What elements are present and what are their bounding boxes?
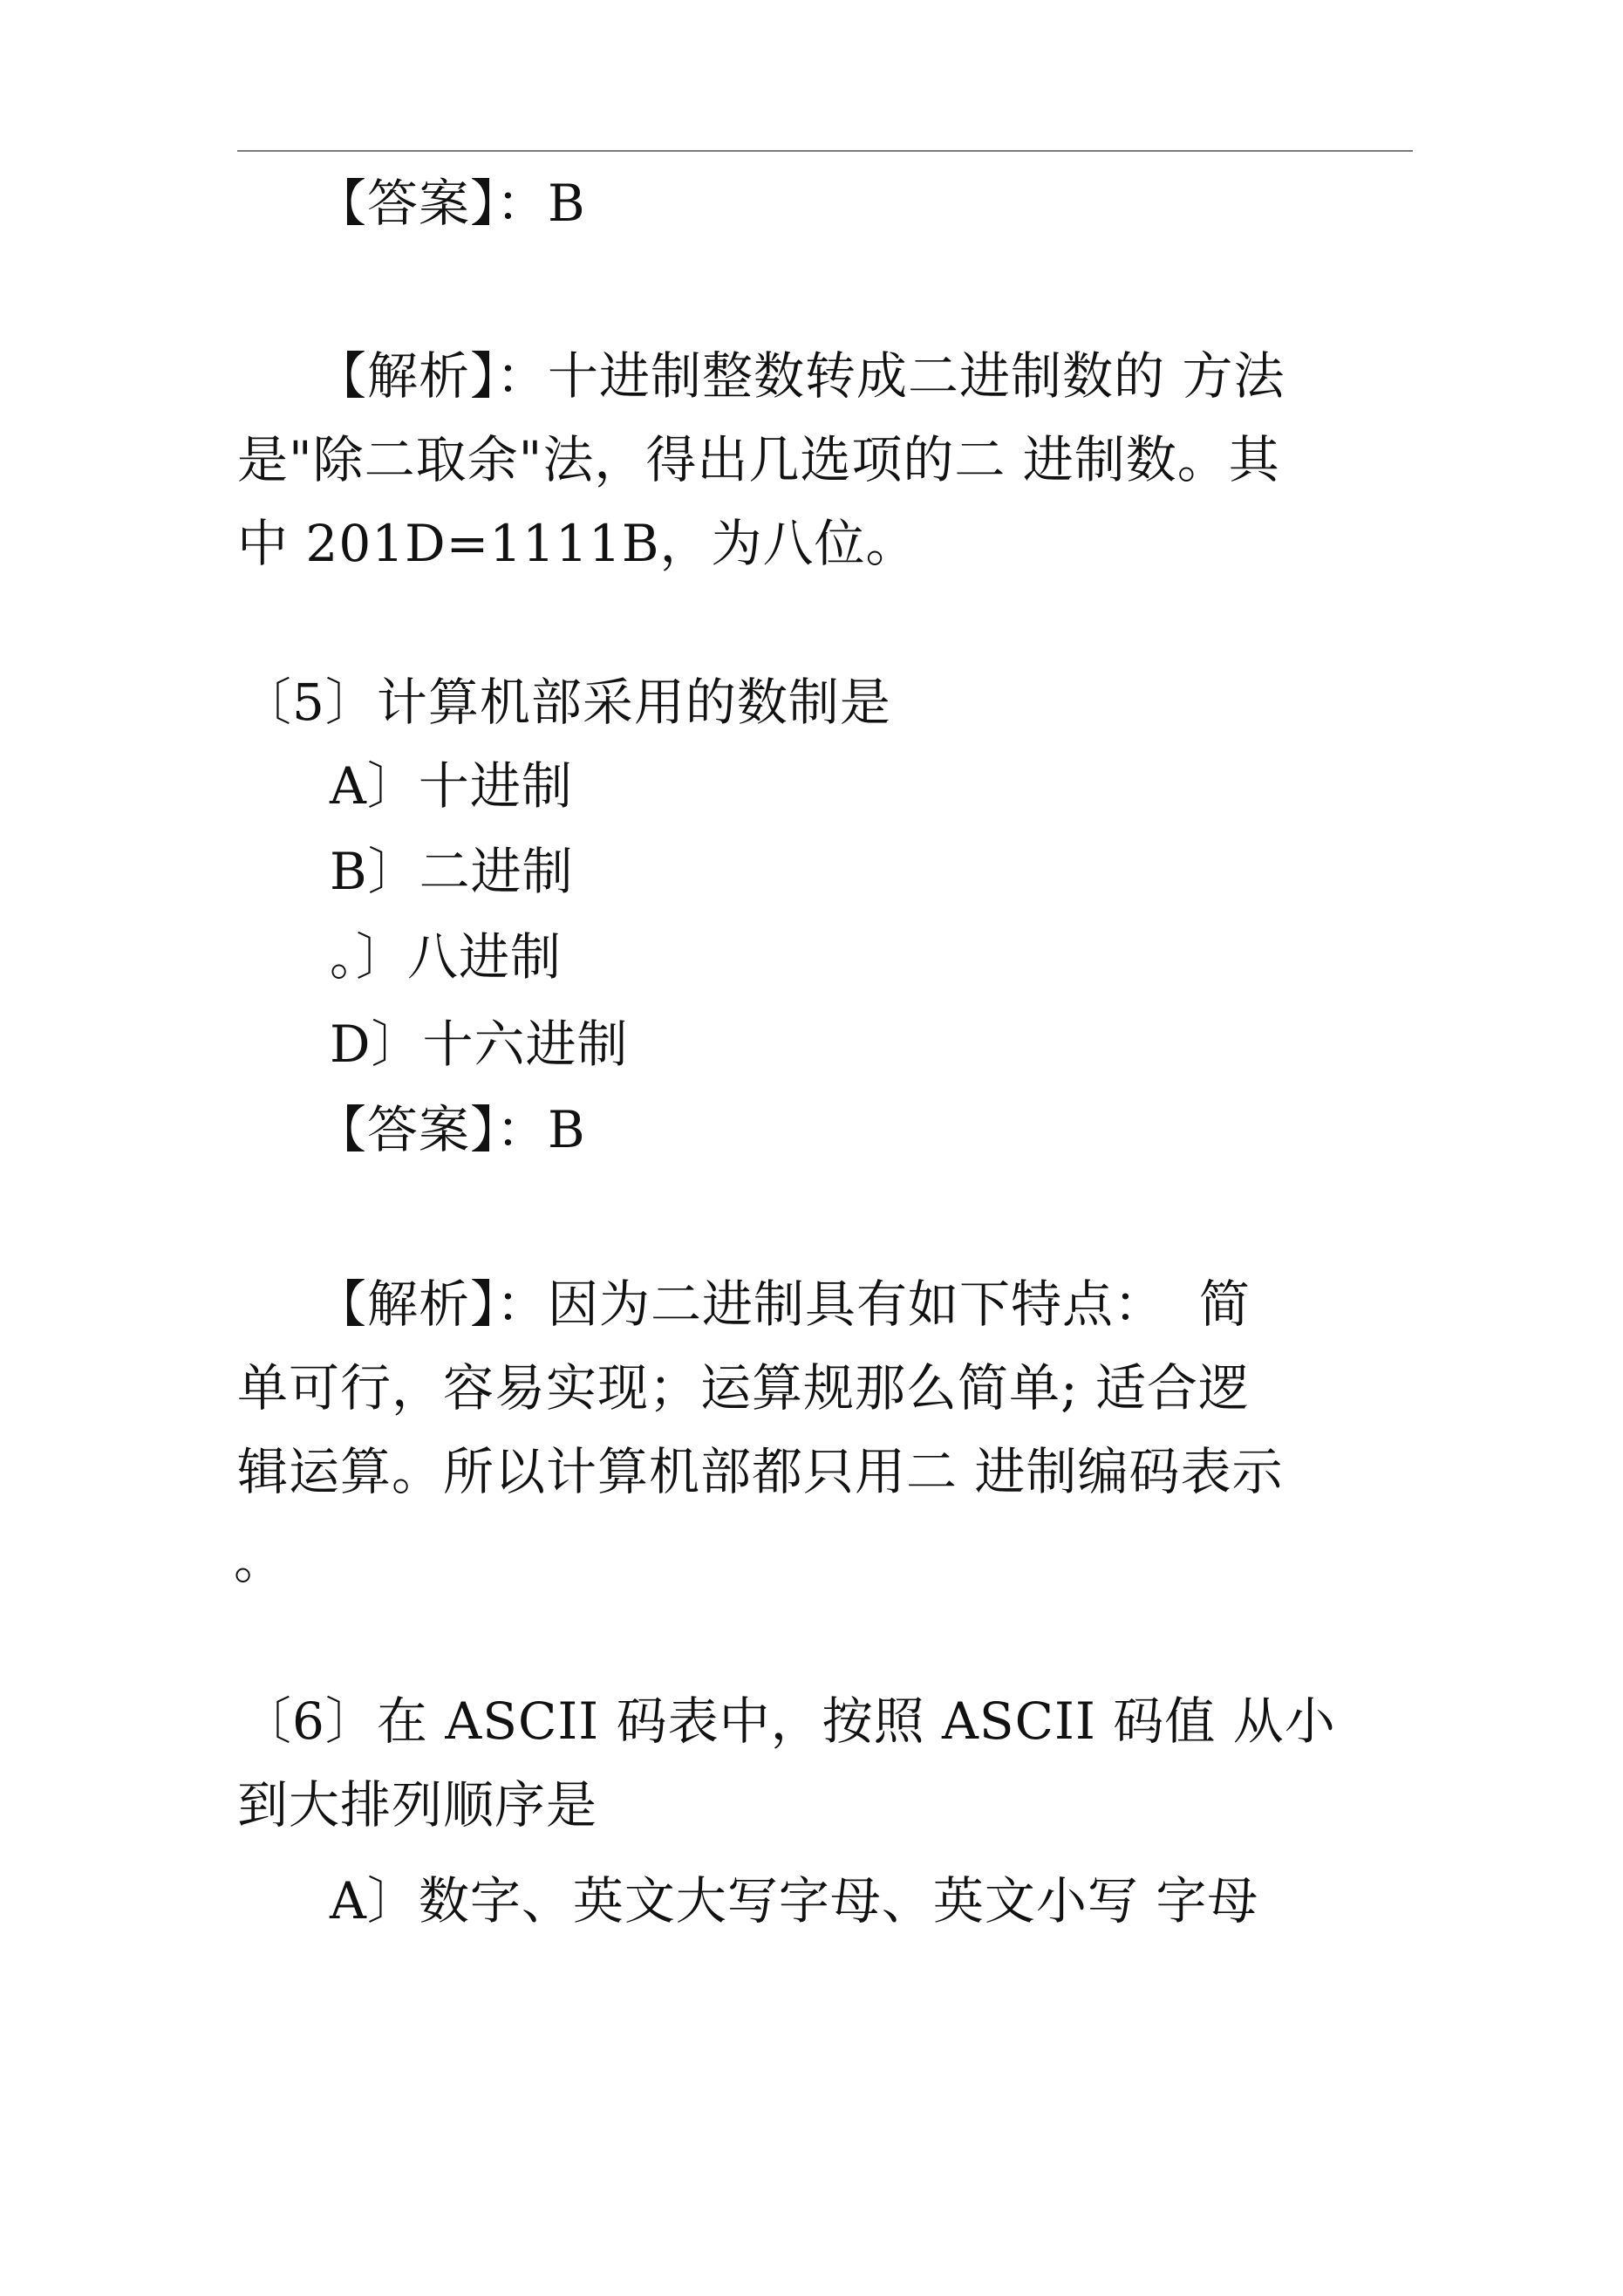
q5-option-d: D〕十六进制 — [330, 1015, 629, 1074]
q5-analysis-line-3: 辑运算。所以计算机部都只用二 进制编码表示 — [237, 1442, 1284, 1501]
q5-question: 〔5〕计算机部采用的数制是 — [241, 673, 891, 732]
q5-answer: 【答案】：B — [316, 1100, 586, 1159]
q5-analysis-line-1: 【解析】：因为二进制具有如下特点： 简 — [316, 1274, 1251, 1334]
q5-analysis-line-2: 单可行，容易实现；运算规那么简单; 适合逻 — [237, 1358, 1250, 1418]
q5-option-a: A〕十进制 — [330, 756, 573, 816]
q4-analysis-line-3: 中 201D=1111B，为八位。 — [237, 514, 917, 573]
q4-answer: 【答案】：B — [316, 174, 586, 233]
q6-question-line-1: 〔6〕在 ASCII 码表中，按照 ASCII 码值 从小 — [241, 1691, 1336, 1751]
header-divider — [237, 150, 1413, 152]
q5-option-b: B〕二进制 — [330, 842, 574, 901]
q5-analysis-line-4: 。 — [234, 1531, 286, 1590]
q6-question-line-2: 到大排列顺序是 — [237, 1775, 598, 1835]
q4-analysis-line-1: 【解析】：十进制整数转成二进制数的 方法 — [316, 346, 1285, 406]
q5-option-c: 。〕八进制 — [330, 927, 563, 987]
q6-option-a: A〕数字、英文大写字母、英文小写 字母 — [330, 1871, 1259, 1930]
q4-analysis-line-2: 是"除二取余"法，得出几选项的二 进制数。其 — [237, 430, 1280, 489]
